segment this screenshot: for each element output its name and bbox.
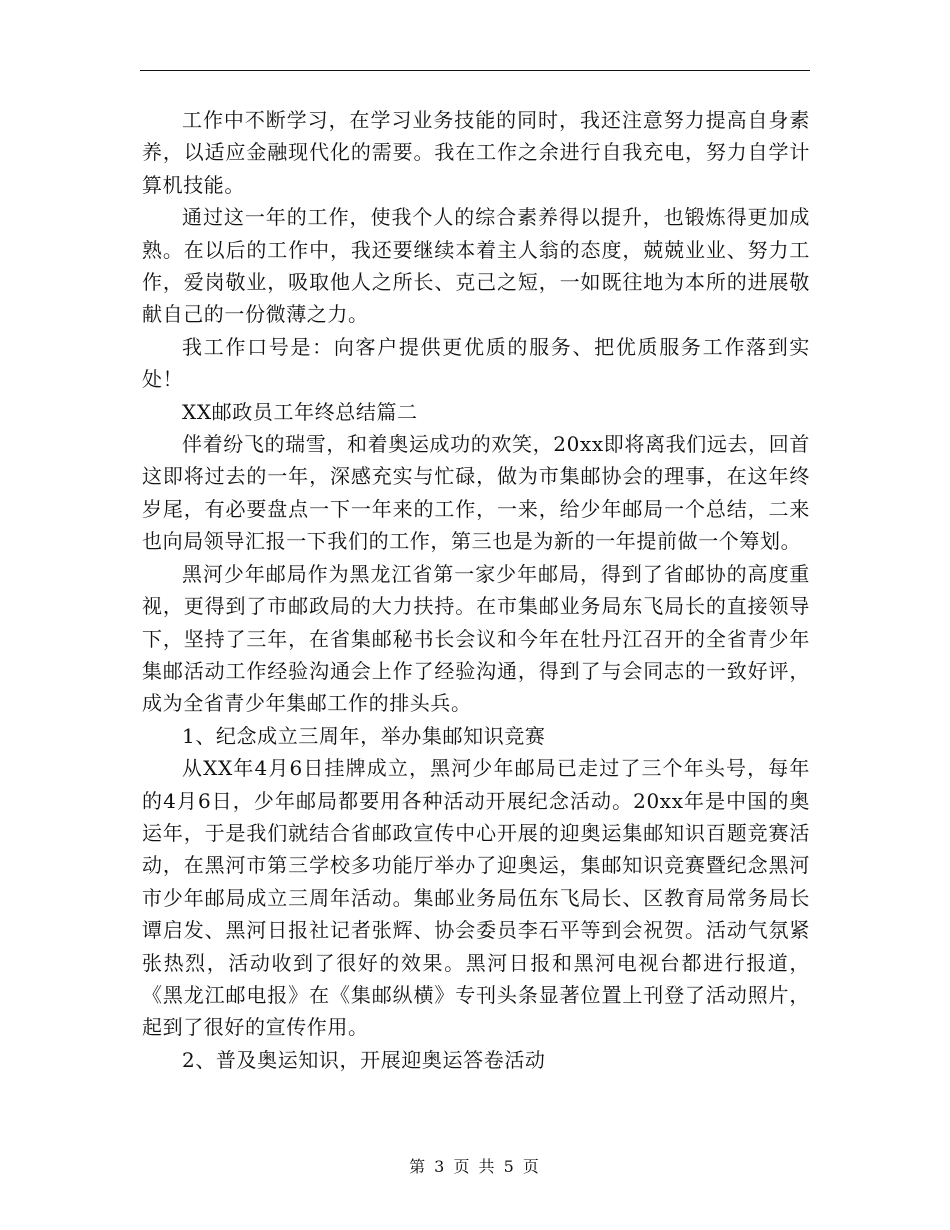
subheading-anniversary-contest: 1、纪念成立三周年，举办集邮知识竞赛 — [182, 723, 546, 748]
paragraph-self-study: 工作中不断学习，在学习业务技能的同时，我还注意努力提高自身素养，以适应金融现代化的需要。我在工作之余进行自我充电，努力自学计算机技能。 — [142, 108, 810, 197]
paragraph-slogan: 我工作口号是：向客户提供更优质的服务、把优质服务工作落到实处！ — [142, 334, 810, 392]
paragraph-growth: 通过这一年的工作，使我个人的综合素养得以提升，也锻炼得更加成熟。在以后的工作中，我还要继续本着主人翁的态度，兢兢业业、努力工作，爱岗敬业，吸取他人之所长、克己之短，一如既往地为本所的进展敬献自己的一份微薄之力。 — [142, 205, 810, 327]
paragraph-anniversary-contest: 从XX年4月6日挂牌成立，黑河少年邮局已走过了三个年头号，每年的4月6日，少年邮局都要用各种活动开展纪念活动。20xx年是中国的奥运年，于是我们就结合省邮政宣传中心开展的迎奥运集邮知识百题竞赛活动，在黑河市第三学校多功能厅举办了迎奥运，集邮知识竞赛暨纪念黑河市少年邮局成立三周年活动。集邮业务局伍东飞局长、区教育局常务局长谭启发、黑河日报社记者张辉、协会委员李石平等到会祝贺。活动气氛紧张热烈，活动收到了很好的效果。黑河日报和黑河电视台都进行报道，《黑龙江邮电报》在《集邮纵横》专刊头条显著位置上刊登了活动照片，起到了很好的宣传作用。 — [142, 756, 810, 1040]
paragraph-youth-post-office: 黑河少年邮局作为黑龙江省第一家少年邮局，得到了省邮协的高度重视，更得到了市邮政局的大力扶持。在市集邮业务局东飞局长的直接领导下，坚持了三年，在省集邮秘书长会议和今年在牡丹江召开的全省青少年集邮活动工作经验沟通会上作了经验沟通，得到了与会同志的一致好评，成为全省青少年集邮工作的排头兵。 — [142, 561, 810, 716]
header-rule — [140, 70, 810, 71]
page-number-footer: 第 3 页 共 5 页 — [409, 1157, 541, 1176]
subheading-olympic-quiz: 2、普及奥运知识，开展迎奥运答卷活动 — [182, 1047, 546, 1072]
document-body — [142, 104, 810, 1076]
paragraph-year-review: 伴着纷飞的瑞雪，和着奥运成功的欢笑，20xx即将离我们远去，回首这即将过去的一年，深感充实与忙碌，做为市集邮协会的理事，在这年终岁尾，有必要盘点一下一年来的工作，一来，给少年邮局一个总结，二来也向局领导汇报一下我们的工作，第三也是为新的一年提前做一个筹划。 — [142, 432, 810, 554]
section-heading-part-two: XX邮政员工年终总结篇二 — [182, 399, 418, 424]
